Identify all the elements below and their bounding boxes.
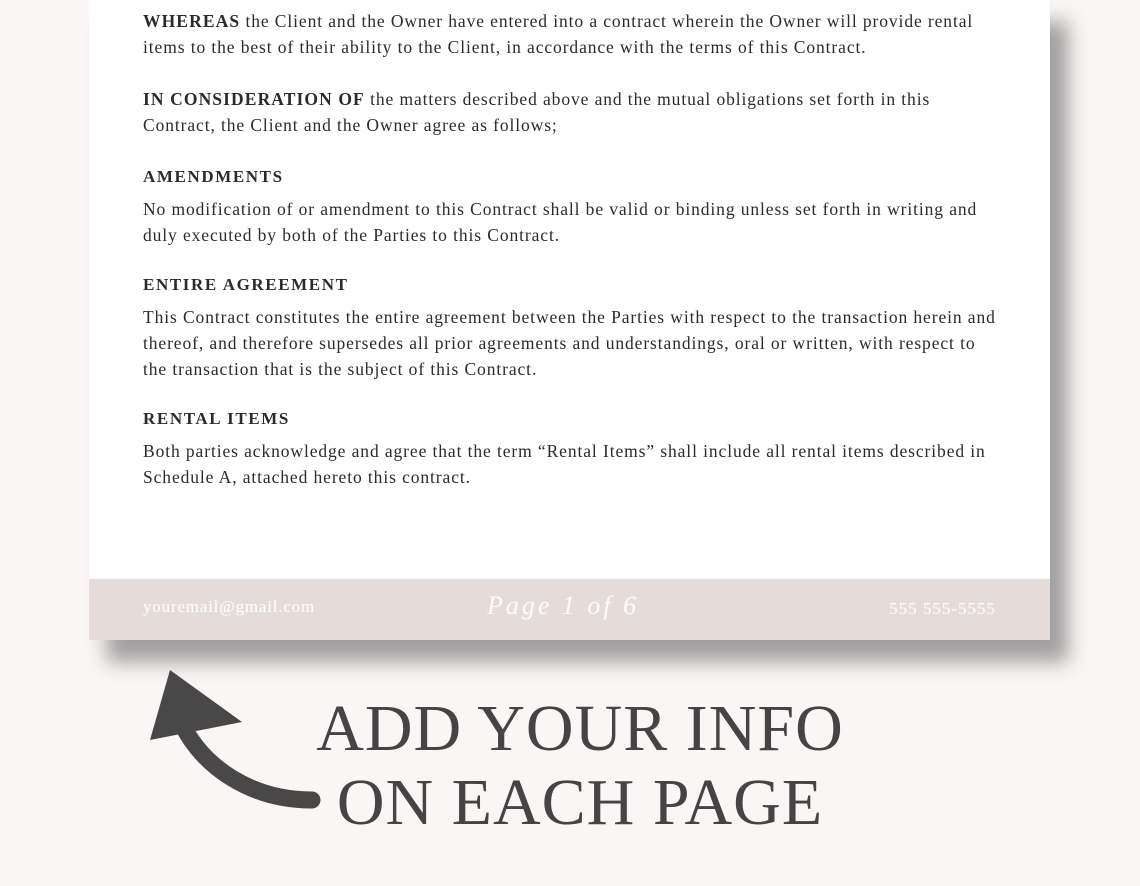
section-text-entire-agreement: This Contract constitutes the entire agreement between the Parties with respect to the transaction herein and thereof, and therefore supersedes all prior agreements and understandings, oral or written, with respect to the transaction that is the subject of this Contract. — [143, 307, 996, 379]
callout-line-2: ON EACH PAGE — [336, 766, 824, 839]
section-heading-rental-items: RENTAL ITEMS — [143, 409, 290, 428]
whereas-text: the Client and the Owner have entered into a contract wherein the Owner will provide rental items to the best of their ability to the Client, in accordance with the terms of this Contract. — [143, 11, 974, 57]
section-text-amendments: No modification of or amendment to this Contract shall be valid or binding unless set forth in writing and duly executed by both of the Parties to this Contract. — [143, 199, 978, 245]
section-heading-amendments: AMENDMENTS — [143, 167, 284, 186]
consideration-text: the matters described above and the mutual obligations set forth in this Contract, the Client and the Owner agree as follows; — [143, 89, 931, 135]
page-footer — [89, 579, 1050, 640]
footer-email: youremail@gmail.com — [143, 597, 316, 616]
footer-phone: 555 555-5555 — [889, 599, 996, 618]
section-heading-entire-agreement: ENTIRE AGREEMENT — [143, 275, 349, 294]
contract-body — [143, 8, 1003, 514]
footer-page-number: Page 1 of 6 — [487, 591, 640, 620]
section-text-rental-items: Both parties acknowledge and agree that the term “Rental Items” shall include all rental items described in Schedule A, attached hereto this contract. — [143, 441, 986, 487]
whereas-lead: WHEREAS — [143, 11, 241, 31]
consideration-clause — [143, 86, 1003, 138]
consideration-lead: IN CONSIDERATION OF — [143, 89, 365, 109]
callout-line-1: ADD YOUR INFO — [316, 692, 844, 765]
contract-page — [89, 0, 1050, 640]
callout-text — [270, 692, 890, 840]
whereas-clause — [143, 8, 1003, 60]
